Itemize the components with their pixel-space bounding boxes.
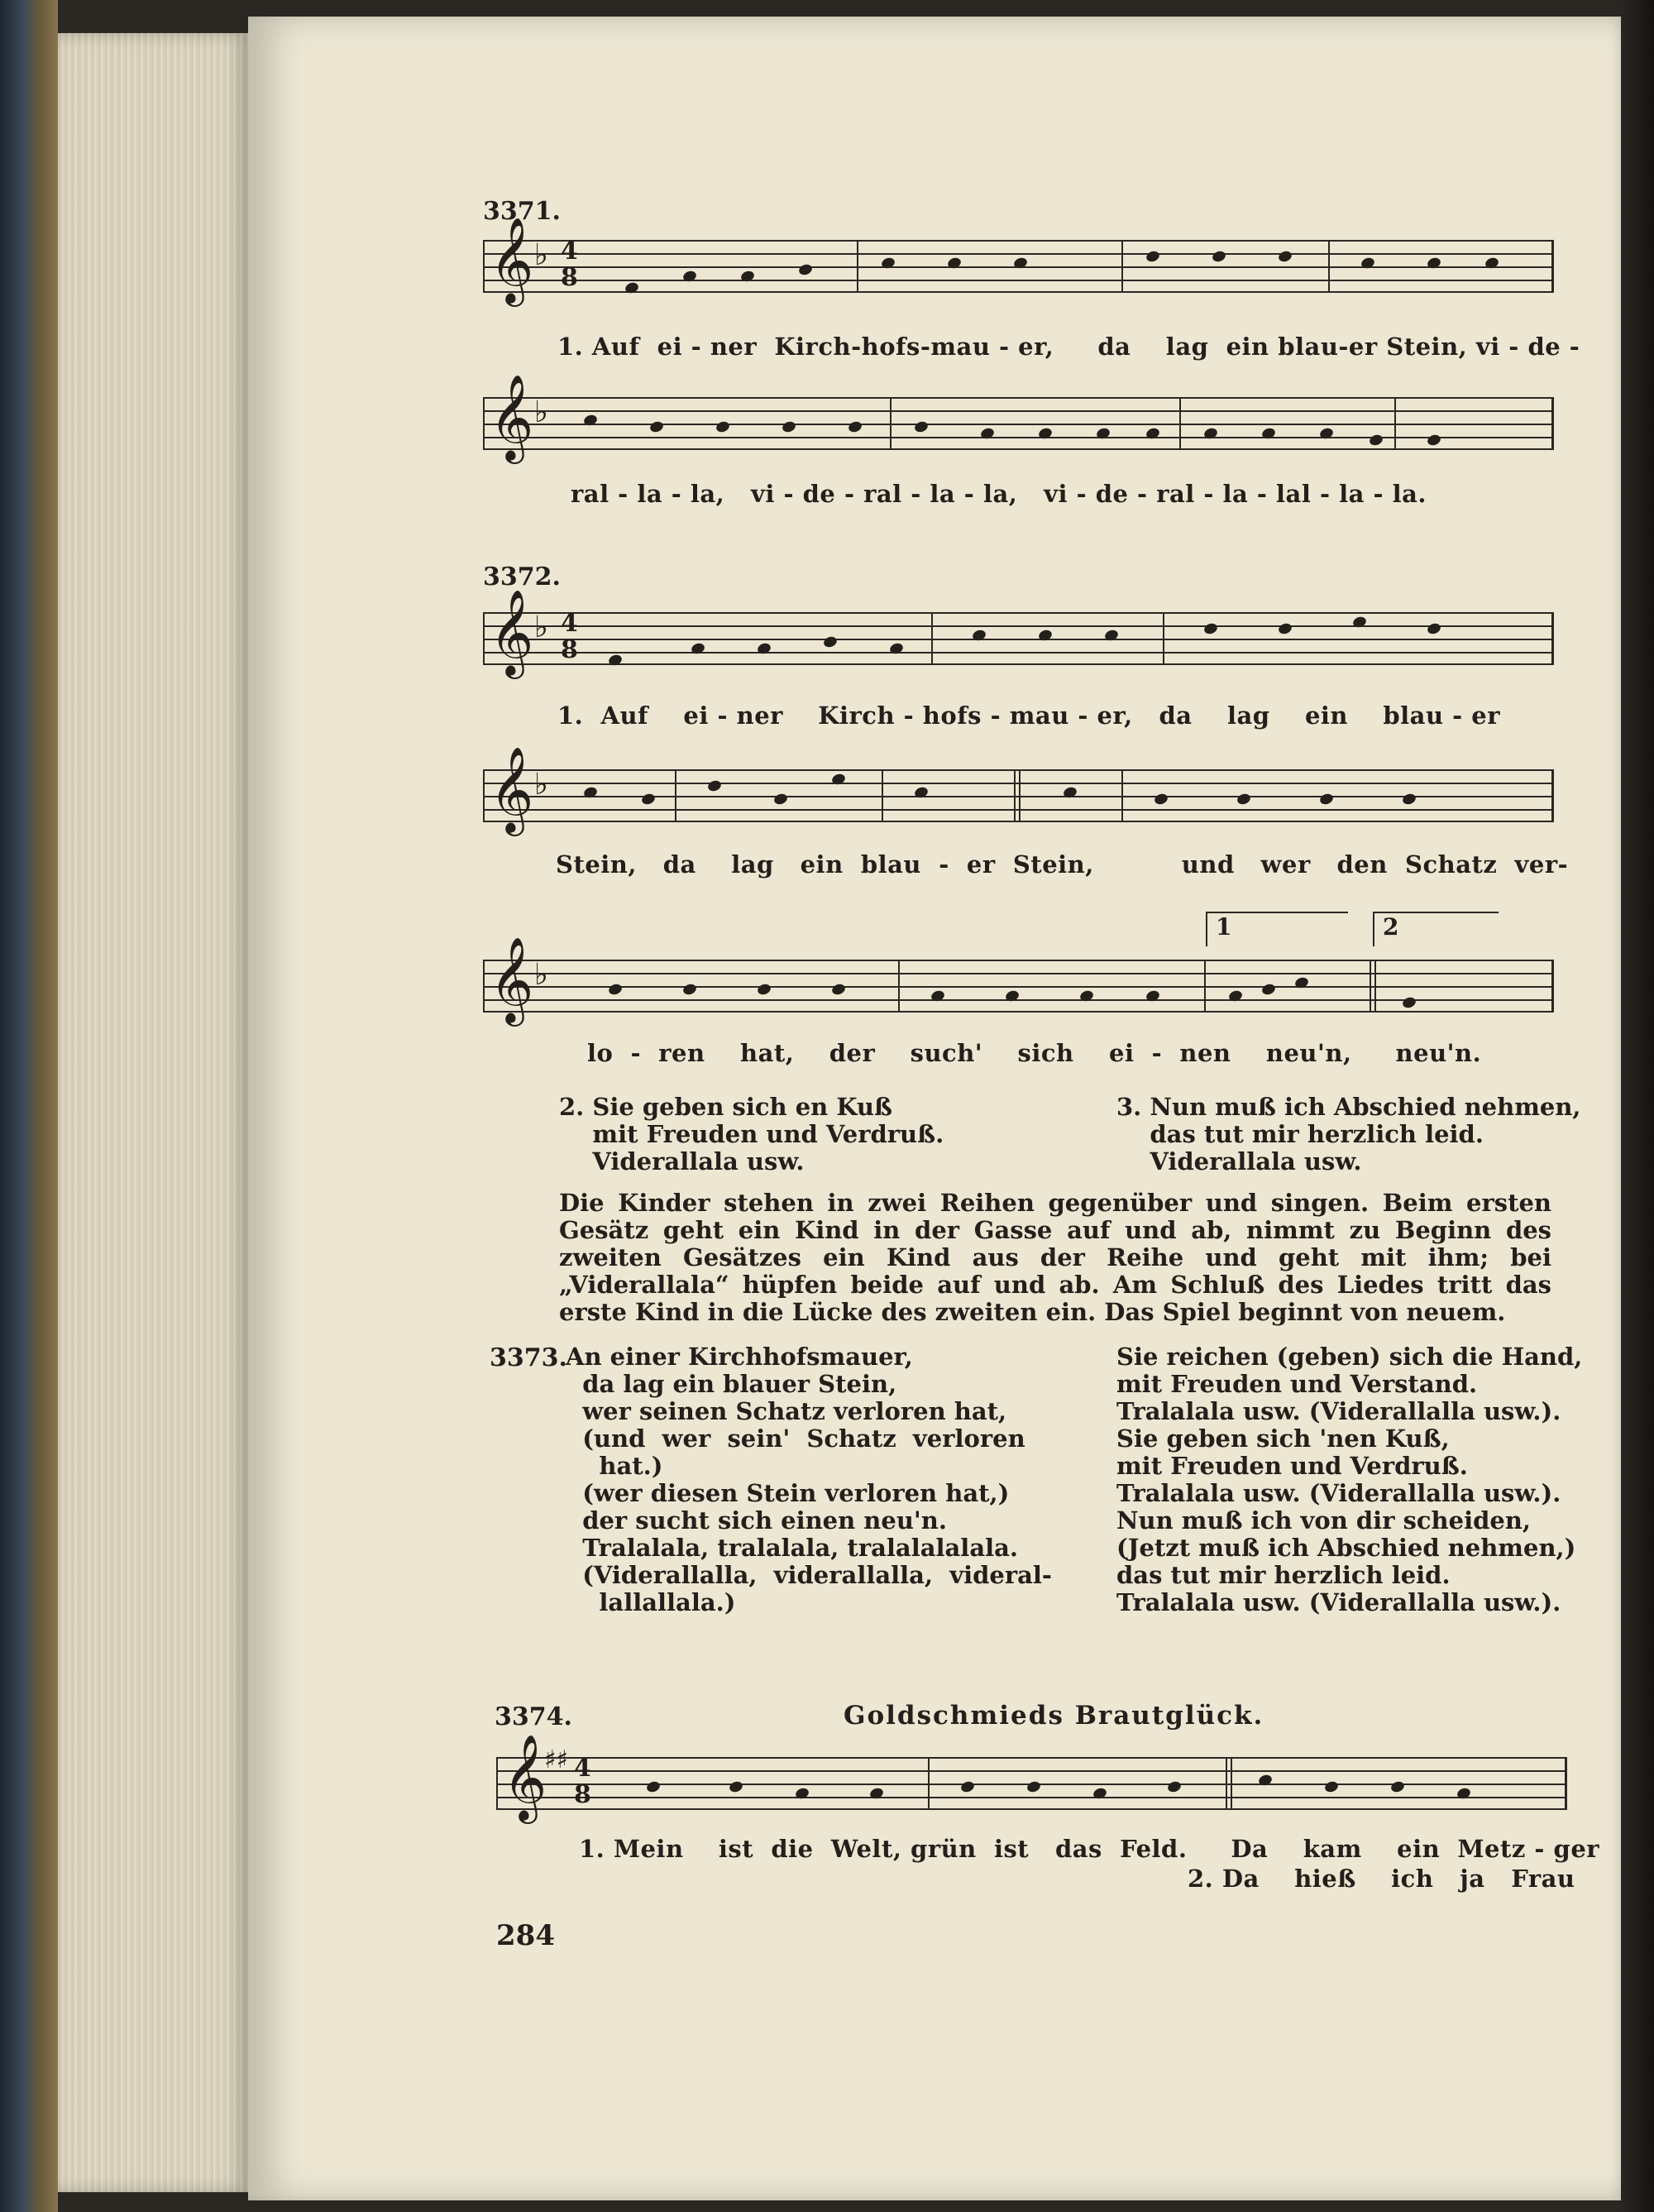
note <box>1025 1780 1041 1794</box>
bar-line <box>928 1757 930 1810</box>
note <box>1277 250 1293 264</box>
note <box>756 642 772 656</box>
note <box>959 1780 975 1794</box>
note <box>1456 1787 1471 1801</box>
song-text-left: An einer Kirchhofsmauer, da lag ein blauer Stein, wer seinen Schatz verloren hat, (und wer sein' Schatz verloren hat.) (wer diesen Stein verloren hat,) der sucht sich einen neu'n. Tralalala, tralalala, tralalalalala. (Viderallalla, viderallalla, videral- lallallala.) <box>566 1343 1052 1616</box>
note <box>607 654 623 668</box>
time-signature: 4 8 <box>561 237 578 292</box>
bar-line <box>1121 240 1123 293</box>
book-page <box>248 17 1621 2200</box>
lyrics-line: ral - la - la, vi - de - ral - la - la, vi - de - ral - la - lal - la - la. <box>571 480 1427 508</box>
note <box>607 983 623 997</box>
note <box>1484 256 1499 271</box>
sharp-icon: ♯♯ <box>544 1745 569 1774</box>
bar-line <box>1231 1757 1232 1810</box>
bar-line <box>1179 397 1181 450</box>
note <box>1103 629 1119 643</box>
bar-line <box>1019 769 1021 822</box>
flat-icon: ♭ <box>534 610 548 644</box>
note <box>640 792 656 807</box>
verse-3: 3. Nun muß ich Abschied nehmen, das tut mir herzlich leid. Viderallala usw. <box>1116 1093 1581 1175</box>
note <box>1153 792 1169 807</box>
note <box>1389 1780 1405 1794</box>
note <box>1037 427 1053 441</box>
flat-icon: ♭ <box>534 395 548 429</box>
music-staff <box>483 746 1554 833</box>
note <box>681 270 697 284</box>
note <box>690 642 705 656</box>
note <box>794 1787 810 1801</box>
note <box>1202 622 1218 636</box>
note <box>781 420 796 434</box>
lyrics-line: 1. Auf ei - ner Kirch-hofs-mau - er, da lag ein blau-er Stein, vi - de - <box>557 333 1580 361</box>
note <box>1145 250 1160 264</box>
note <box>1293 976 1309 990</box>
note <box>1095 427 1111 441</box>
note <box>648 420 664 434</box>
music-staff <box>483 217 1554 304</box>
note <box>739 270 755 284</box>
bar-line <box>1374 960 1376 1013</box>
song-title: Goldschmieds Brautglück. <box>844 1701 1264 1731</box>
note <box>1202 427 1218 441</box>
song-number-3371: 3371. <box>483 197 561 226</box>
note <box>1318 792 1334 807</box>
note <box>880 256 896 271</box>
song-text-right: Sie reichen (geben) sich die Hand, mit Freuden und Verstand. Tralalala usw. (Viderallalla usw.). Sie geben sich 'nen Kuß, mit Freuden und Verdruß. Tralalala usw. (Viderallalla usw.). Nun muß ich von dir scheiden, (Jetzt muß ich Abschied nehmen,) das tut mir herzlich leid. Tralalala usw. (Viderallalla usw.). <box>1116 1343 1583 1616</box>
note <box>1401 996 1417 1010</box>
volta-bracket-1: 1 <box>1206 912 1348 946</box>
note <box>1236 792 1251 807</box>
note <box>822 635 838 649</box>
treble-clef-icon: 𝄞 <box>503 1734 547 1821</box>
note <box>715 420 730 434</box>
treble-clef-icon: 𝄞 <box>490 936 534 1023</box>
note <box>582 414 598 428</box>
note <box>1318 427 1334 441</box>
treble-clef-icon: 𝄞 <box>490 746 534 833</box>
note <box>582 786 598 800</box>
note <box>1211 250 1226 264</box>
flat-icon: ♭ <box>534 768 548 802</box>
note <box>1012 256 1028 271</box>
note <box>913 420 929 434</box>
note <box>1426 256 1441 271</box>
flat-icon: ♭ <box>534 958 548 992</box>
bar-line <box>1014 769 1016 822</box>
note <box>847 420 863 434</box>
note <box>979 427 995 441</box>
note <box>1260 983 1276 997</box>
bar-line <box>1163 612 1164 665</box>
note <box>1092 1787 1107 1801</box>
note <box>681 983 697 997</box>
note <box>1323 1780 1339 1794</box>
note <box>1037 629 1053 643</box>
note <box>868 1787 884 1801</box>
note <box>971 629 987 643</box>
bar-line <box>1204 960 1206 1013</box>
note <box>772 792 788 807</box>
song-number-3374: 3374. <box>495 1702 572 1731</box>
time-signature: 4 8 <box>574 1754 591 1809</box>
bar-line <box>898 960 900 1013</box>
music-staff <box>483 589 1554 676</box>
page-stack-edge <box>58 33 248 2192</box>
song-number-3373: 3373. <box>490 1343 567 1372</box>
music-staff <box>496 1734 1567 1821</box>
flat-icon: ♭ <box>534 238 548 272</box>
note <box>624 281 639 295</box>
note <box>1360 256 1375 271</box>
lyrics-line: lo - ren hat, der such' sich ei - nen neu'n, neu'n. <box>587 1039 1482 1067</box>
music-staff <box>483 936 1554 1023</box>
music-staff <box>483 374 1554 461</box>
bar-line <box>882 769 883 822</box>
note <box>1401 792 1417 807</box>
note <box>1078 989 1094 1003</box>
note <box>728 1780 743 1794</box>
bar-line <box>931 612 933 665</box>
note <box>756 983 772 997</box>
lyrics-line: 2. Da hieß ich ja Frau <box>1188 1865 1575 1893</box>
note <box>797 263 813 277</box>
note <box>830 983 846 997</box>
bar-line <box>890 397 892 450</box>
bar-line <box>857 240 858 293</box>
bar-line <box>1394 397 1396 450</box>
bar-line <box>1370 960 1371 1013</box>
note <box>1145 989 1160 1003</box>
note <box>888 642 904 656</box>
note <box>1351 615 1367 630</box>
lyrics-line: 1. Auf ei - ner Kirch - hofs - mau - er, da lag ein blau - er <box>557 701 1501 730</box>
song-number-3372: 3372. <box>483 563 561 591</box>
note <box>1260 427 1276 441</box>
bar-line <box>675 769 676 822</box>
note <box>645 1780 661 1794</box>
note <box>1062 786 1078 800</box>
game-description: Die Kinder stehen in zwei Reihen gegenüber und singen. Beim ersten Gesätz geht ein Kind in der Gasse auf und ab, nimmt zu Beginn des zweiten Gesätzes ein Kind aus der Reihe und geht mit ihm; bei „Viderallala“ hüpfen beide auf und ab. Am Schluß des Liedes tritt das erste Kind in die Lücke des zweiten ein. Das Spiel beginnt von neuem. <box>559 1189 1551 1326</box>
verse-2: 2. Sie geben sich en Kuß mit Freuden und Verdruß. Viderallala usw. <box>559 1093 944 1175</box>
note <box>1145 427 1160 441</box>
note <box>1426 622 1441 636</box>
treble-clef-icon: 𝄞 <box>490 589 534 676</box>
volta-bracket-2: 2 <box>1373 912 1499 946</box>
note <box>1426 433 1441 448</box>
note <box>930 989 945 1003</box>
page-number: 284 <box>496 1919 555 1952</box>
lyrics-line: Stein, da lag ein blau - er Stein, und wer den Schatz ver- <box>556 850 1569 879</box>
note <box>706 779 722 793</box>
note <box>946 256 962 271</box>
bar-line <box>1226 1757 1227 1810</box>
note <box>913 786 929 800</box>
time-signature: 4 8 <box>561 609 578 664</box>
bar-line <box>1328 240 1330 293</box>
book-right-edge <box>1621 0 1654 2212</box>
bar-line <box>1121 769 1123 822</box>
note <box>1004 989 1020 1003</box>
lyrics-line: 1. Mein ist die Welt, grün ist das Feld. Da kam ein Metz - ger <box>579 1835 1600 1863</box>
note <box>1257 1774 1273 1788</box>
note <box>1166 1780 1182 1794</box>
book-cover-edge <box>0 0 58 2212</box>
note <box>830 773 846 787</box>
treble-clef-icon: 𝄞 <box>490 374 534 461</box>
note <box>1368 433 1384 448</box>
note <box>1277 622 1293 636</box>
treble-clef-icon: 𝄞 <box>490 217 534 304</box>
note <box>1227 989 1243 1003</box>
